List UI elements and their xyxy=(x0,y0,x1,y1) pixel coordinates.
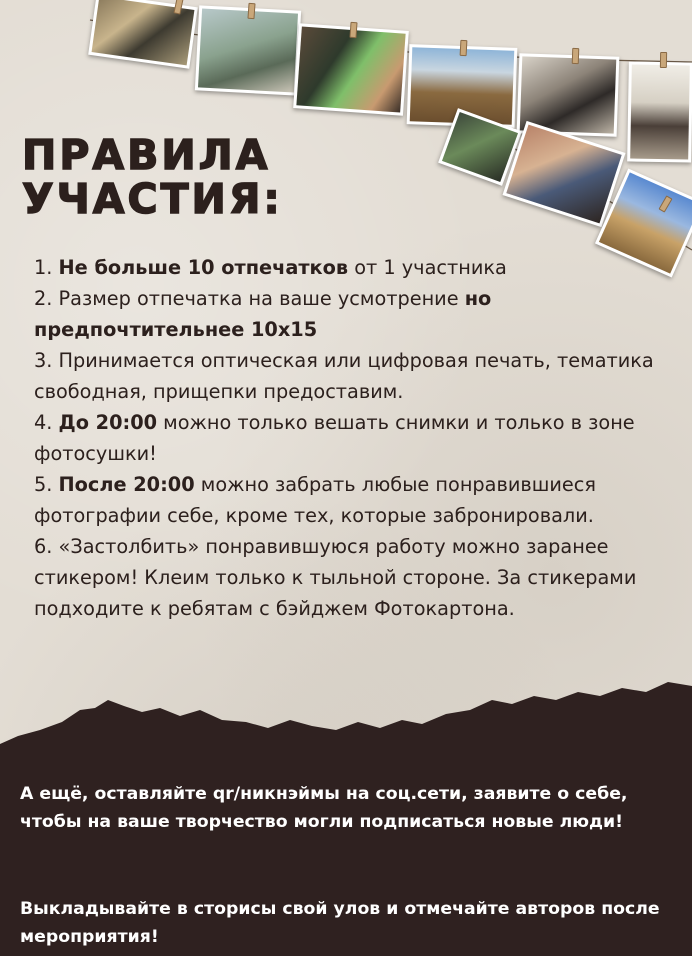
footer-note-social: А ещё, оставляйте qr/никнэймы на соц.сети, заявите о себе, чтобы на ваше творчество могли подписаться новые люди! xyxy=(20,784,628,832)
rule-number: 5. xyxy=(34,473,59,496)
clothespin xyxy=(247,3,255,19)
clothespin xyxy=(660,52,667,68)
rule-text: Принимается оптическая или цифровая печать, тематика свободная, прищепки предоставим. xyxy=(34,349,654,403)
photo-print-6 xyxy=(627,61,692,162)
rule-emphasis: но предпочтительнее 10х15 xyxy=(34,287,492,341)
rule-number: 1. xyxy=(34,256,59,279)
rules-list xyxy=(34,252,654,624)
rule-item-1 xyxy=(34,252,654,283)
rule-emphasis: До 20:00 xyxy=(58,411,158,434)
rule-text: «Застолбить» понравившуюся работу можно заранее стикером! Клеим только к тыльной стороне. За стикерами подходите к ребятам с бэйджем Фотокартона. xyxy=(34,535,637,620)
clothespin xyxy=(460,40,468,56)
title-line-2: УЧАСТИЯ: xyxy=(22,175,283,223)
rule-item-4 xyxy=(34,407,654,469)
rule-emphasis: Не больше 10 отпечатков xyxy=(58,256,349,279)
clothespin xyxy=(572,48,580,64)
rule-text: Размер отпечатка на ваше усмотрение xyxy=(58,287,465,310)
rule-item-3 xyxy=(34,345,654,407)
photo-print-2 xyxy=(195,5,301,95)
rule-number: 4. xyxy=(34,411,59,434)
clothespin xyxy=(349,22,357,38)
rule-item-5 xyxy=(34,469,654,531)
title-line-1: ПРАВИЛА xyxy=(22,131,271,179)
rule-text: можно только вешать снимки и только в зоне фотосушки! xyxy=(34,411,635,465)
footer-note-stories: Выкладывайте в сторисы свой улов и отмечайте авторов после мероприятия! xyxy=(20,899,660,947)
rule-item-2 xyxy=(34,283,654,345)
rule-text: можно забрать любые понравившиеся фотографии себе, кроме тех, которые забронировали. xyxy=(34,473,596,527)
rule-number: 6. xyxy=(34,535,59,558)
page-title xyxy=(22,133,283,221)
rule-text: от 1 участника xyxy=(348,256,507,279)
rule-item-6 xyxy=(34,531,654,624)
rule-number: 2. xyxy=(34,287,59,310)
rule-emphasis: После 20:00 xyxy=(58,473,195,496)
rule-number: 3. xyxy=(34,349,59,372)
